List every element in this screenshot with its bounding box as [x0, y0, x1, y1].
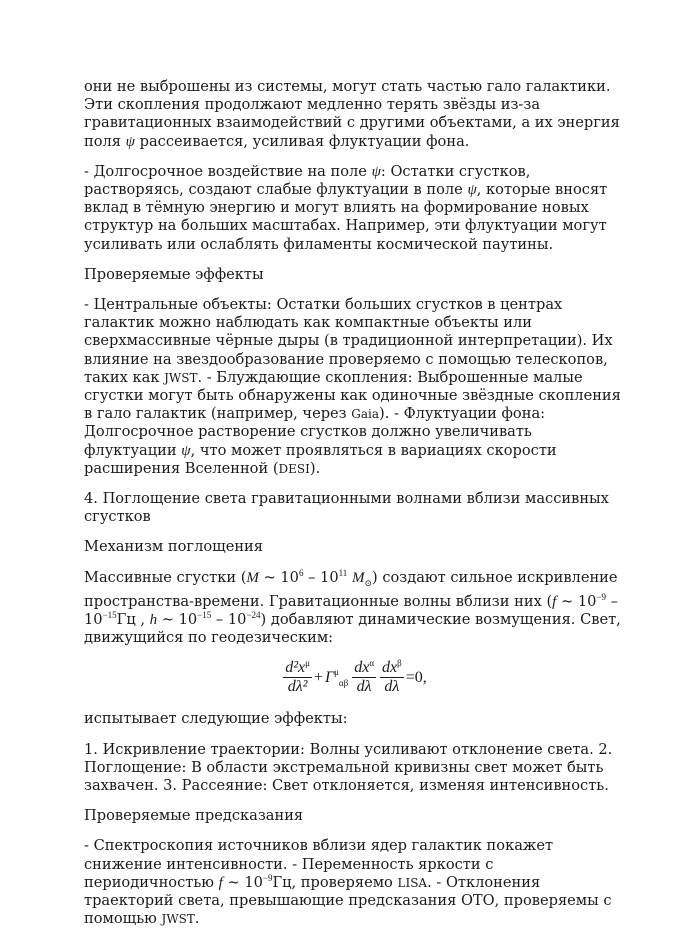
text: .	[194, 910, 200, 928]
paragraph-effects-list: 1. Искривление траектории: Волны усиливают отклонение света. 2. Поглощение: В области экстремальной кривизны свет может быть захвачен. 3. Рассеяние: Свет отклоняется, изменяя интенсивность.	[84, 740, 613, 794]
text: - Центральные объекты: Остатки больших сгустков в центрах галактик можно наблюдать как компактные объекты или сверхмассивные чёрные дыры (в традиционной интерпретации). Их влияние на звездообразование проверяемо с помощью телескопов, таких как	[84, 296, 613, 386]
acronym-jwst: JWST	[161, 912, 195, 927]
exponent: μ	[334, 666, 339, 677]
acronym-desi: DESI	[278, 461, 310, 476]
text: ). - Флуктуации фона: Долгосрочное растворение сгустков должно увеличивать флуктуации	[84, 405, 546, 459]
text: ,	[140, 610, 150, 628]
sun-symbol: ⊙	[364, 578, 372, 589]
numerator	[283, 659, 312, 678]
exponent: −9	[262, 872, 273, 883]
text: . - Отклонения траекторий света, превышающие предсказания ОТО, проверяемы с помощью	[84, 873, 612, 928]
fraction	[380, 659, 404, 696]
unit: Гц	[116, 610, 136, 628]
christoffel-symbol	[324, 666, 349, 688]
text: Массивные сгустки (	[84, 568, 247, 586]
unit: Гц	[272, 873, 292, 891]
math: dλ	[356, 678, 372, 696]
math-var: f	[552, 593, 557, 610]
math: dλ	[384, 678, 400, 696]
text: они не выброшены из системы, могут стать частью гало галактики. Эти скопления продолжают медленно терять звёзды из-за гравитационных взаимодействий с другими объектами, а их энергия поля	[84, 78, 620, 150]
math: +	[313, 668, 323, 686]
paragraph-halo	[84, 78, 624, 151]
math-var: M	[351, 569, 365, 586]
text: ) добавляют динамические возмущения. Свет, движущийся по геодезическим:	[84, 610, 621, 647]
paragraph-effects-intro: испытывает следующие эффекты:	[84, 710, 348, 728]
math: ~ 10	[258, 568, 299, 586]
exponent: −24	[246, 609, 261, 620]
text: рассеивается, усиливая флуктуации фона.	[139, 132, 470, 150]
heading-testable-effects: Проверяемые эффекты	[84, 265, 264, 283]
geodesic-equation	[84, 659, 624, 696]
math: =0,	[405, 668, 427, 686]
text: . - Блуждающие скопления: Выброшенные малые сгустки могут быть обнаружены как одиночные звёздные скопления в гало галактик (например, через	[84, 368, 621, 423]
text: , которые вносят вклад в тёмную энергию и могут влиять на формирование новых структур на больших масштабах. Например, эти флуктуации могут усиливать или ослаблять филаменты космической паутины.	[84, 181, 608, 253]
math: Γ	[324, 668, 335, 686]
text: ) создают сильное искривление пространства-времени. Гравитационные волны вблизи них (	[84, 568, 618, 610]
exponent: −9	[596, 591, 606, 602]
fraction	[352, 659, 376, 696]
math: ~ 10	[556, 592, 597, 610]
math: ~ 10	[157, 610, 198, 628]
exponent: 11	[338, 567, 348, 578]
numerator	[352, 659, 376, 678]
denominator	[355, 678, 374, 696]
math: dx	[354, 659, 370, 677]
text: ).	[309, 459, 321, 477]
heading-predictions: Проверяемые предсказания	[84, 807, 304, 825]
text: : Остатки сгустков, растворяясь, создают слабые флуктуации в поле	[84, 162, 531, 199]
math: dx	[382, 659, 398, 677]
paragraph-long-term-effect	[84, 163, 624, 254]
math-var: f	[218, 874, 223, 891]
acronym-jwst: JWST	[164, 370, 198, 385]
math: – 10	[211, 610, 247, 628]
math: – 10	[303, 568, 339, 586]
psi-symbol: ψ	[125, 133, 135, 150]
text: - Долгосрочное воздействие на поле	[84, 162, 367, 180]
heading-section-4: 4. Поглощение света гравитационными волнами вблизи массивных сгустков	[84, 490, 609, 526]
text: - Спектроскопия источников вблизи ядер галактик покажет снижение интенсивности. - Переменность яркости с периодичностью	[84, 837, 554, 891]
exponent: β	[397, 658, 402, 669]
math: ~ 10	[222, 873, 263, 891]
exponent: α	[369, 658, 375, 669]
acronym-gaia: Gaia	[351, 407, 380, 422]
exponent: −15	[197, 609, 212, 620]
paragraph-testable-effects	[84, 296, 624, 478]
exponent: −15	[102, 609, 117, 620]
math-var: M	[246, 569, 259, 586]
psi-symbol: ψ	[467, 182, 477, 199]
document-page	[84, 78, 624, 940]
math: – 10	[84, 592, 618, 628]
math: dλ²	[287, 678, 308, 696]
exponent: 6	[298, 567, 304, 578]
psi-symbol: ψ	[371, 163, 381, 180]
fraction	[283, 659, 312, 696]
subscript: αβ	[338, 677, 349, 688]
paragraph-mechanism	[84, 569, 624, 648]
text: , что может проявляться в вариациях скорости расширения Вселенной (	[84, 441, 557, 477]
exponent: μ	[305, 658, 310, 669]
paragraph-predictions	[84, 837, 624, 928]
denominator	[382, 678, 401, 696]
heading-mechanism: Механизм поглощения	[84, 538, 263, 556]
denominator	[286, 678, 310, 696]
text: , проверяемо	[291, 873, 393, 891]
math-var: h	[149, 611, 158, 628]
math: d²x	[285, 659, 306, 677]
acronym-lisa: LISA	[397, 875, 428, 890]
psi-symbol: ψ	[181, 442, 191, 459]
numerator	[380, 659, 404, 678]
